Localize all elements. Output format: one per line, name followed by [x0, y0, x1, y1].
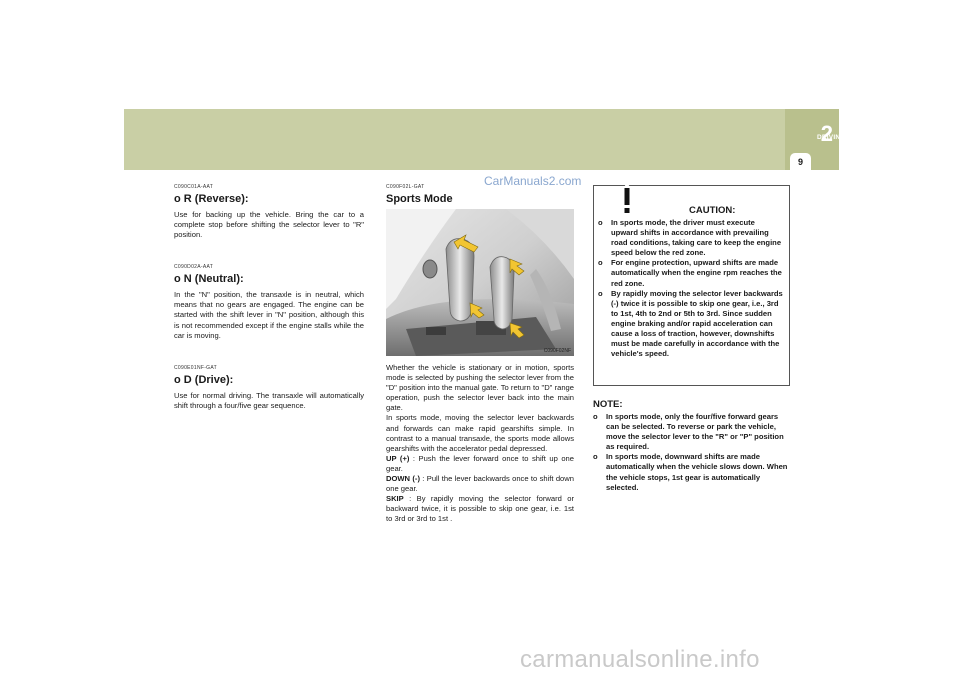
- list-item: [598, 258, 783, 288]
- sports-mode-detail: In sports mode, moving the selector lever backwards and forwards can make rapid gearshifts simple. In contrast to a manual transaxle, the sports mode allows gearshifts with the accelerator pedal depressed.: [386, 413, 574, 453]
- shift-lever-photo: [386, 209, 574, 356]
- caution-list: [598, 218, 783, 359]
- list-item: [598, 289, 783, 360]
- caution-box: [593, 185, 790, 386]
- section-title: DRIVING YOUR HYUNDAI: [817, 134, 900, 141]
- bullet: o: [593, 412, 598, 421]
- warning-icon: [608, 182, 646, 216]
- list-item: [593, 412, 790, 452]
- section-body: Use for backing up the vehicle. Bring the car to a complete stop before shifting the selector lever to "R" position.: [174, 210, 364, 240]
- drive-section: [174, 365, 364, 411]
- page-number: 9: [790, 153, 811, 171]
- section-code: C090F02L-GAT: [386, 184, 425, 190]
- watermark-top[interactable]: CarManuals2.com: [484, 174, 582, 188]
- section-heading: Sports Mode: [386, 193, 453, 205]
- section-heading: o R (Reverse):: [174, 193, 249, 205]
- section-code: C090E01NF-GAT: [174, 364, 217, 371]
- reverse-section: [174, 184, 364, 240]
- bullet: o: [598, 218, 603, 227]
- up-label: UP (+): [386, 453, 410, 463]
- bullet: o: [593, 452, 598, 462]
- sports-mode-body: [386, 363, 574, 525]
- column-sports-mode: [386, 184, 574, 525]
- section-heading: o D (Drive):: [174, 373, 234, 386]
- column-gear-positions: [174, 184, 364, 435]
- watermark-bottom[interactable]: carmanualsonline.info: [520, 646, 760, 673]
- list-item-text: In sports mode, only the four/five forward gears can be selected. To reverse or park the vehicle, move the selector lever to the "R" or "P" position as required.: [606, 412, 784, 452]
- section-code: C090D02A-AAT: [174, 264, 214, 271]
- list-item: [598, 218, 783, 258]
- neutral-section: [174, 264, 364, 340]
- note-title: NOTE:: [593, 399, 623, 410]
- caution-title: CAUTION:: [689, 205, 736, 216]
- list-item-text: In sports mode, downward shifts are made automatically when the vehicle slows down. When the vehicle stops, 1st gear is automatically selected.: [606, 452, 788, 492]
- bullet: o: [598, 288, 603, 298]
- down-label: DOWN (-): [386, 474, 420, 484]
- list-item-text: For engine protection, upward shifts are made automatically when the engine rpm reaches the red zone.: [611, 258, 782, 288]
- header-band: [124, 109, 839, 170]
- skip-label: SKIP: [386, 494, 404, 504]
- down-text: : Pull the lever backwards once to shift down one gear.: [386, 474, 574, 494]
- bullet: o: [598, 258, 603, 268]
- section-body: In the "N" position, the transaxle is in neutral, which means that no gears are engaged. The engine can be started with the shift lever in "N" position, although this is not recommended except if the engine stalls while the car is moving.: [174, 290, 364, 340]
- sports-mode-intro: Whether the vehicle is stationary or in motion, sports mode is selected by pushing the selector lever from the "D" position into the manual gate. To return to "D" range operation, push the selector lever back into the main gate.: [386, 363, 574, 413]
- column-caution-note: [593, 185, 790, 493]
- chapter-number: 2: [820, 121, 833, 146]
- list-item: [593, 452, 790, 492]
- photo-code: C090F02NF: [543, 348, 571, 354]
- note-list: [593, 412, 790, 493]
- section-code: C090C01A-AAT: [174, 184, 214, 190]
- section-heading: o N (Neutral):: [174, 273, 244, 286]
- list-item-text: By rapidly moving the selector lever backwards (-) twice it is possible to skip one gear, i.e., 3rd to 1st, 4th to 2nd or 5th to 3rd. Since sudden engine braking and/or rapid acceleration can cause a loss of traction, however, downshifts must be made carefully in accordance with the vehicle's speed.: [611, 288, 783, 359]
- skip-text: : By rapidly moving the selector forward or backward twice, it is possible to skip one gear, i.e. 1st to 3rd or 3rd to 1st .: [386, 494, 574, 524]
- up-text: : Push the lever forward once to shift up one gear.: [386, 453, 574, 473]
- list-item-text: In sports mode, the driver must execute upward shifts in accordance with prevailing road conditions, taking care to keep the engine speed below the red zone.: [611, 218, 782, 258]
- section-body: Use for normal driving. The transaxle will automatically shift through a four/five gear sequence.: [174, 390, 364, 410]
